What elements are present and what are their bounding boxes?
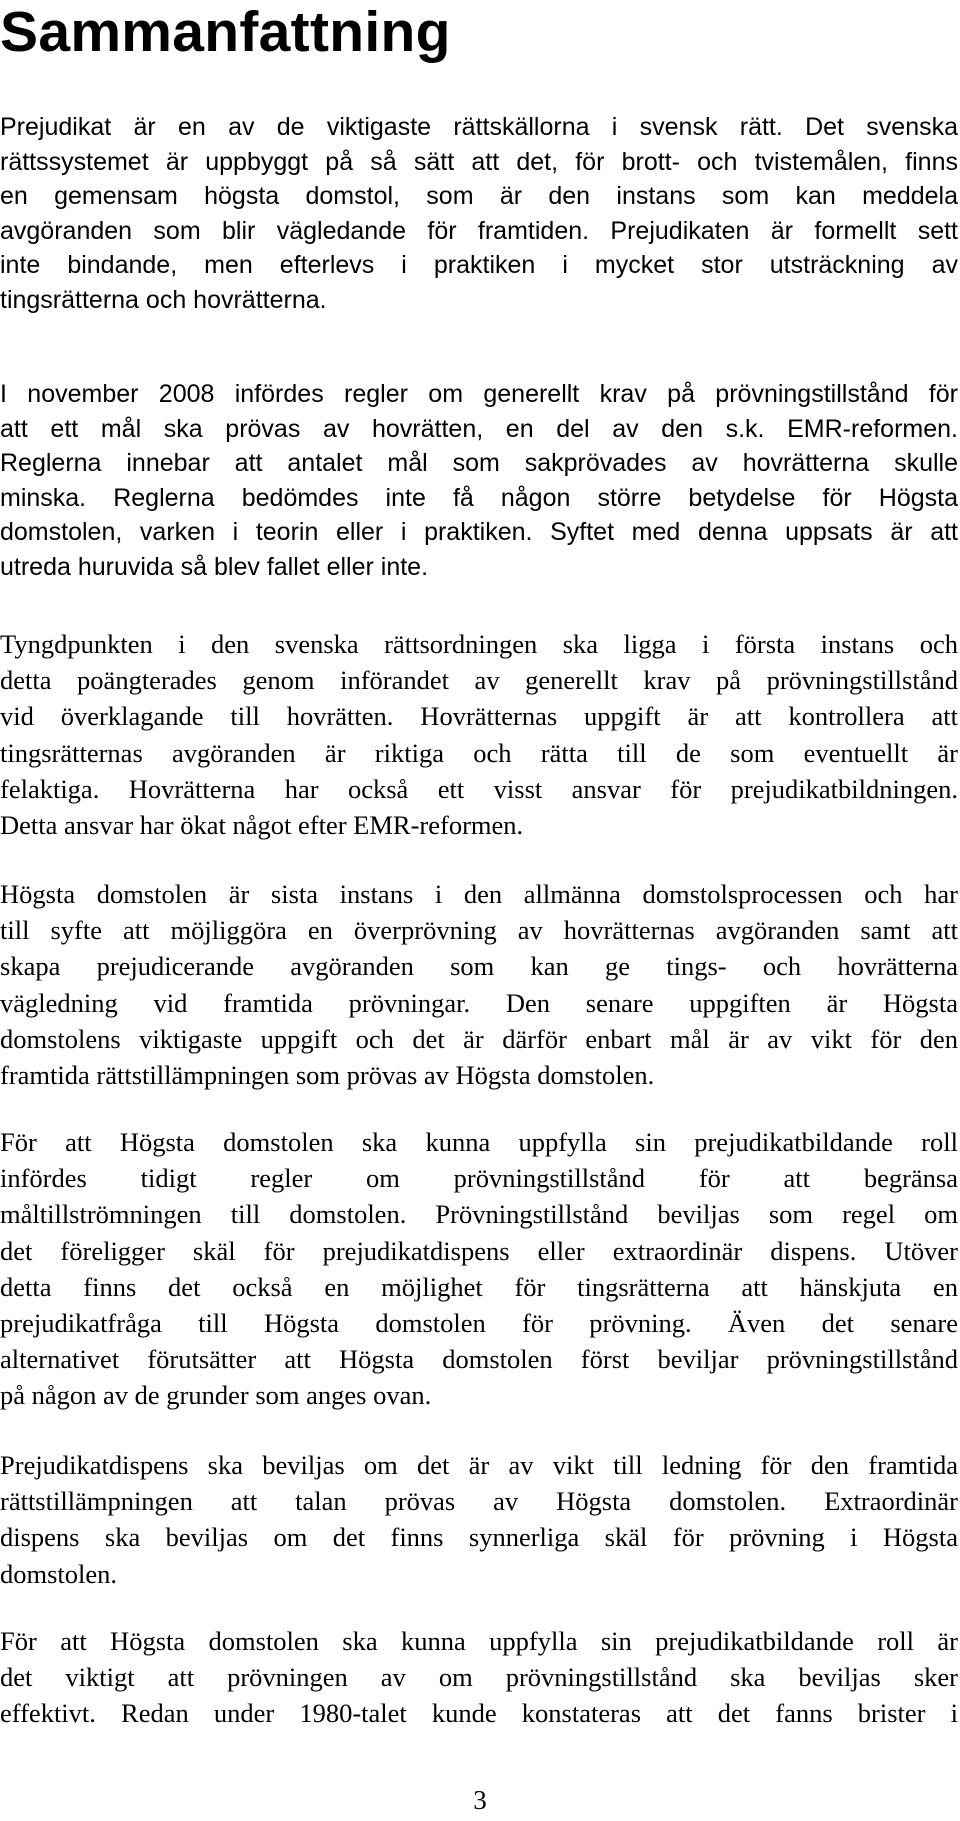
text-line: För att Högsta domstolen ska kunna uppfylla sin prejudikatbildande roll är	[0, 1626, 958, 1656]
text-line: Prejudikat är en av de viktigaste rättskällorna i svensk rätt. Det svenska	[0, 113, 958, 141]
text-line: dispens ska beviljas om det finns synnerliga skäl för prövning i Högsta	[0, 1522, 958, 1553]
text-line: Tyngdpunkten i den svenska rättsordningen ska ligga i första instans och	[0, 629, 958, 659]
text-line: minska. Reglerna bedömdes inte få någon större betydelse för Högsta	[0, 483, 958, 512]
text-line: att ett mål ska prövas av hovrätten, en del av den s.k. EMR-reformen.	[0, 414, 958, 443]
text-line: rättssystemet är uppbyggt på så sätt att det, för brott- och tvistemålen, finns	[0, 147, 958, 176]
text-line: skapa prejudicerande avgöranden som kan ge tings- och hovrätterna	[0, 951, 958, 982]
text-line: I november 2008 infördes regler om generellt krav på prövningstillstånd för	[0, 380, 958, 408]
text-line: Högsta domstolen är sista instans i den allmänna domstolsprocessen och har	[0, 879, 958, 909]
text-line: det viktigt att prövningen av om prövningstillstånd ska beviljas sker	[0, 1662, 958, 1693]
text-line: domstolen, varken i teorin eller i praktiken. Syftet med denna uppsats är att	[0, 518, 958, 546]
text-line: domstolen.	[0, 1558, 118, 1589]
text-line: infördes tidigt regler om prövningstillstånd för att begränsa	[0, 1163, 958, 1194]
paragraph-6	[0, 1447, 958, 1592]
text-line: För att Högsta domstolen ska kunna uppfylla sin prejudikatbildande roll	[0, 1127, 958, 1157]
text-line: felaktiga. Hovrätterna har också ett visst ansvar för prejudikatbildningen.	[0, 773, 958, 804]
text-line: Reglerna innebar att antalet mål som sakprövades av hovrätterna skulle	[0, 449, 958, 477]
text-line: utreda huruvida så blev fallet eller inte.	[0, 552, 429, 581]
text-line: inte bindande, men efterlevs i praktiken i mycket stor utsträckning av	[0, 251, 958, 279]
paragraph-1	[0, 110, 958, 317]
page-number: 3	[473, 1785, 487, 1815]
text-line: Detta ansvar har ökat något efter EMR-reformen.	[0, 810, 524, 841]
text-line: det föreligger skäl för prejudikatdispens eller extraordinär dispens. Utöver	[0, 1235, 958, 1266]
paragraph-5	[0, 1124, 958, 1414]
text-line: tingsrätternas avgöranden är riktiga och rätta till de som eventuellt är	[0, 737, 958, 768]
text-line: en gemensam högsta domstol, som är den instans som kan meddela	[0, 182, 958, 210]
text-line: måltillströmningen till domstolen. Prövningstillstånd beviljas som regel om	[0, 1199, 958, 1230]
text-line: alternativet förutsätter att Högsta domstolen först beviljar prövningstillstånd	[0, 1344, 958, 1375]
paragraph-2	[0, 377, 958, 584]
text-line: tingsrätterna och hovrätterna.	[0, 285, 327, 314]
text-line: vid överklagande till hovrätten. Hovrätternas uppgift är att kontrollera att	[0, 701, 958, 732]
text-line: framtida rättstillämpningen som prövas av Högsta domstolen.	[0, 1060, 655, 1091]
text-line: vägledning vid framtida prövningar. Den senare uppgiften är Högsta	[0, 987, 958, 1018]
text-line: avgöranden som blir vägledande för framtiden. Prejudikaten är formellt sett	[0, 216, 958, 245]
text-line: till syfte att möjliggöra en överprövning av hovrätternas avgöranden samt att	[0, 915, 958, 946]
text-line: på någon av de grunder som anges ovan.	[0, 1380, 432, 1411]
text-line: domstolens viktigaste uppgift och det är därför enbart mål är av vikt för den	[0, 1023, 958, 1054]
text-line: effektivt. Redan under 1980-talet kunde konstateras att det fanns brister i	[0, 1698, 958, 1729]
text-line: detta finns det också en möjlighet för tingsrätterna att hänskjuta en	[0, 1271, 958, 1302]
paragraph-4	[0, 876, 958, 1093]
text-line: detta poängterades genom införandet av generellt krav på prövningstillstånd	[0, 665, 958, 696]
text-line: rättstillämpningen att talan prövas av Högsta domstolen. Extraordinär	[0, 1486, 958, 1517]
paragraph-7	[0, 1623, 958, 1732]
paragraph-3	[0, 626, 958, 843]
text-line: prejudikatfråga till Högsta domstolen för prövning. Även det senare	[0, 1308, 958, 1339]
text-line: Prejudikatdispens ska beviljas om det är av vikt till ledning för den framtida	[0, 1450, 958, 1480]
page-title: Sammanfattning	[0, 0, 451, 64]
